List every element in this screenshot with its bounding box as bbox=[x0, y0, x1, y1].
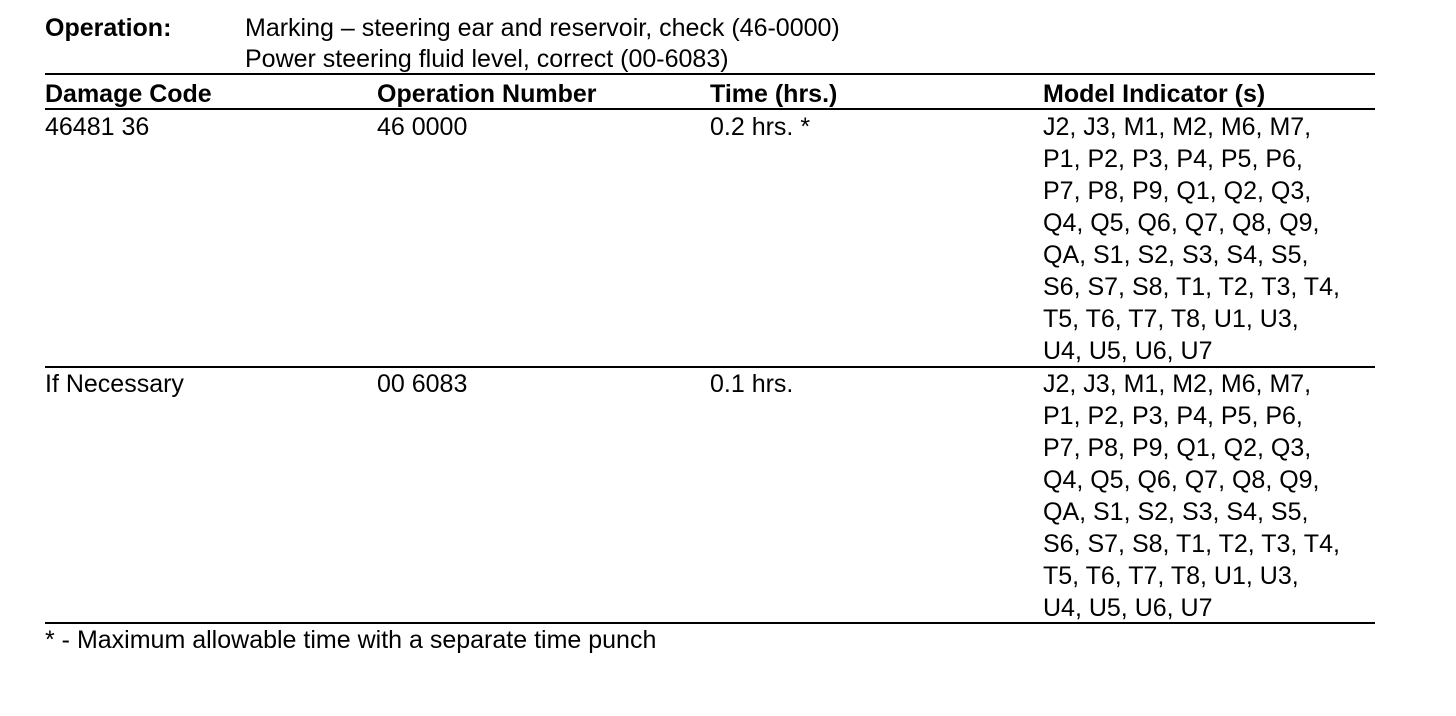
row-1-operation-number: 46 0000 bbox=[377, 113, 468, 141]
model-line: S6, S7, S8, T1, T2, T3, T4, bbox=[1043, 530, 1340, 558]
model-line: Q4, Q5, Q6, Q7, Q8, Q9, bbox=[1043, 209, 1320, 237]
model-line: S6, S7, S8, T1, T2, T3, T4, bbox=[1043, 273, 1340, 301]
model-line: P1, P2, P3, P4, P5, P6, bbox=[1043, 145, 1303, 173]
row-2-operation-number: 00 6083 bbox=[377, 370, 468, 398]
model-line: Q4, Q5, Q6, Q7, Q8, Q9, bbox=[1043, 466, 1320, 494]
row-2-damage-code: If Necessary bbox=[45, 370, 184, 398]
operation-label: Operation: bbox=[45, 14, 172, 42]
row-2-model-indicators bbox=[1043, 368, 1340, 624]
row-1-model-indicators bbox=[1043, 111, 1340, 367]
model-line: U4, U5, U6, U7 bbox=[1043, 337, 1213, 365]
model-line: P7, P8, P9, Q1, Q2, Q3, bbox=[1043, 434, 1312, 462]
header-damage-code: Damage Code bbox=[45, 80, 212, 108]
header-time: Time (hrs.) bbox=[710, 80, 838, 108]
header-bottom-rule bbox=[45, 108, 1375, 110]
model-line: QA, S1, S2, S3, S4, S5, bbox=[1043, 241, 1309, 269]
model-line: J2, J3, M1, M2, M6, M7, bbox=[1043, 113, 1312, 141]
table-top-rule bbox=[45, 73, 1375, 75]
model-line: T5, T6, T7, T8, U1, U3, bbox=[1043, 562, 1299, 590]
operation-line-1: Marking – steering ear and reservoir, check (46-0000) bbox=[245, 14, 840, 42]
operation-line-2: Power steering fluid level, correct (00-6083) bbox=[245, 45, 729, 73]
model-line: QA, S1, S2, S3, S4, S5, bbox=[1043, 498, 1309, 526]
header-operation-number: Operation Number bbox=[377, 80, 597, 108]
row-2-time: 0.1 hrs. bbox=[710, 370, 794, 398]
row-1-time: 0.2 hrs. * bbox=[710, 113, 811, 141]
table-bottom-rule bbox=[45, 622, 1375, 624]
header-model-indicator: Model Indicator (s) bbox=[1043, 80, 1266, 108]
row-1-damage-code: 46481 36 bbox=[45, 113, 150, 141]
model-line: P7, P8, P9, Q1, Q2, Q3, bbox=[1043, 177, 1312, 205]
model-line: J2, J3, M1, M2, M6, M7, bbox=[1043, 370, 1312, 398]
operation-description bbox=[245, 13, 840, 75]
footnote: * - Maximum allowable time with a separate time punch bbox=[45, 626, 657, 654]
model-line: U4, U5, U6, U7 bbox=[1043, 594, 1213, 622]
model-line: T5, T6, T7, T8, U1, U3, bbox=[1043, 305, 1299, 333]
model-line: P1, P2, P3, P4, P5, P6, bbox=[1043, 402, 1303, 430]
